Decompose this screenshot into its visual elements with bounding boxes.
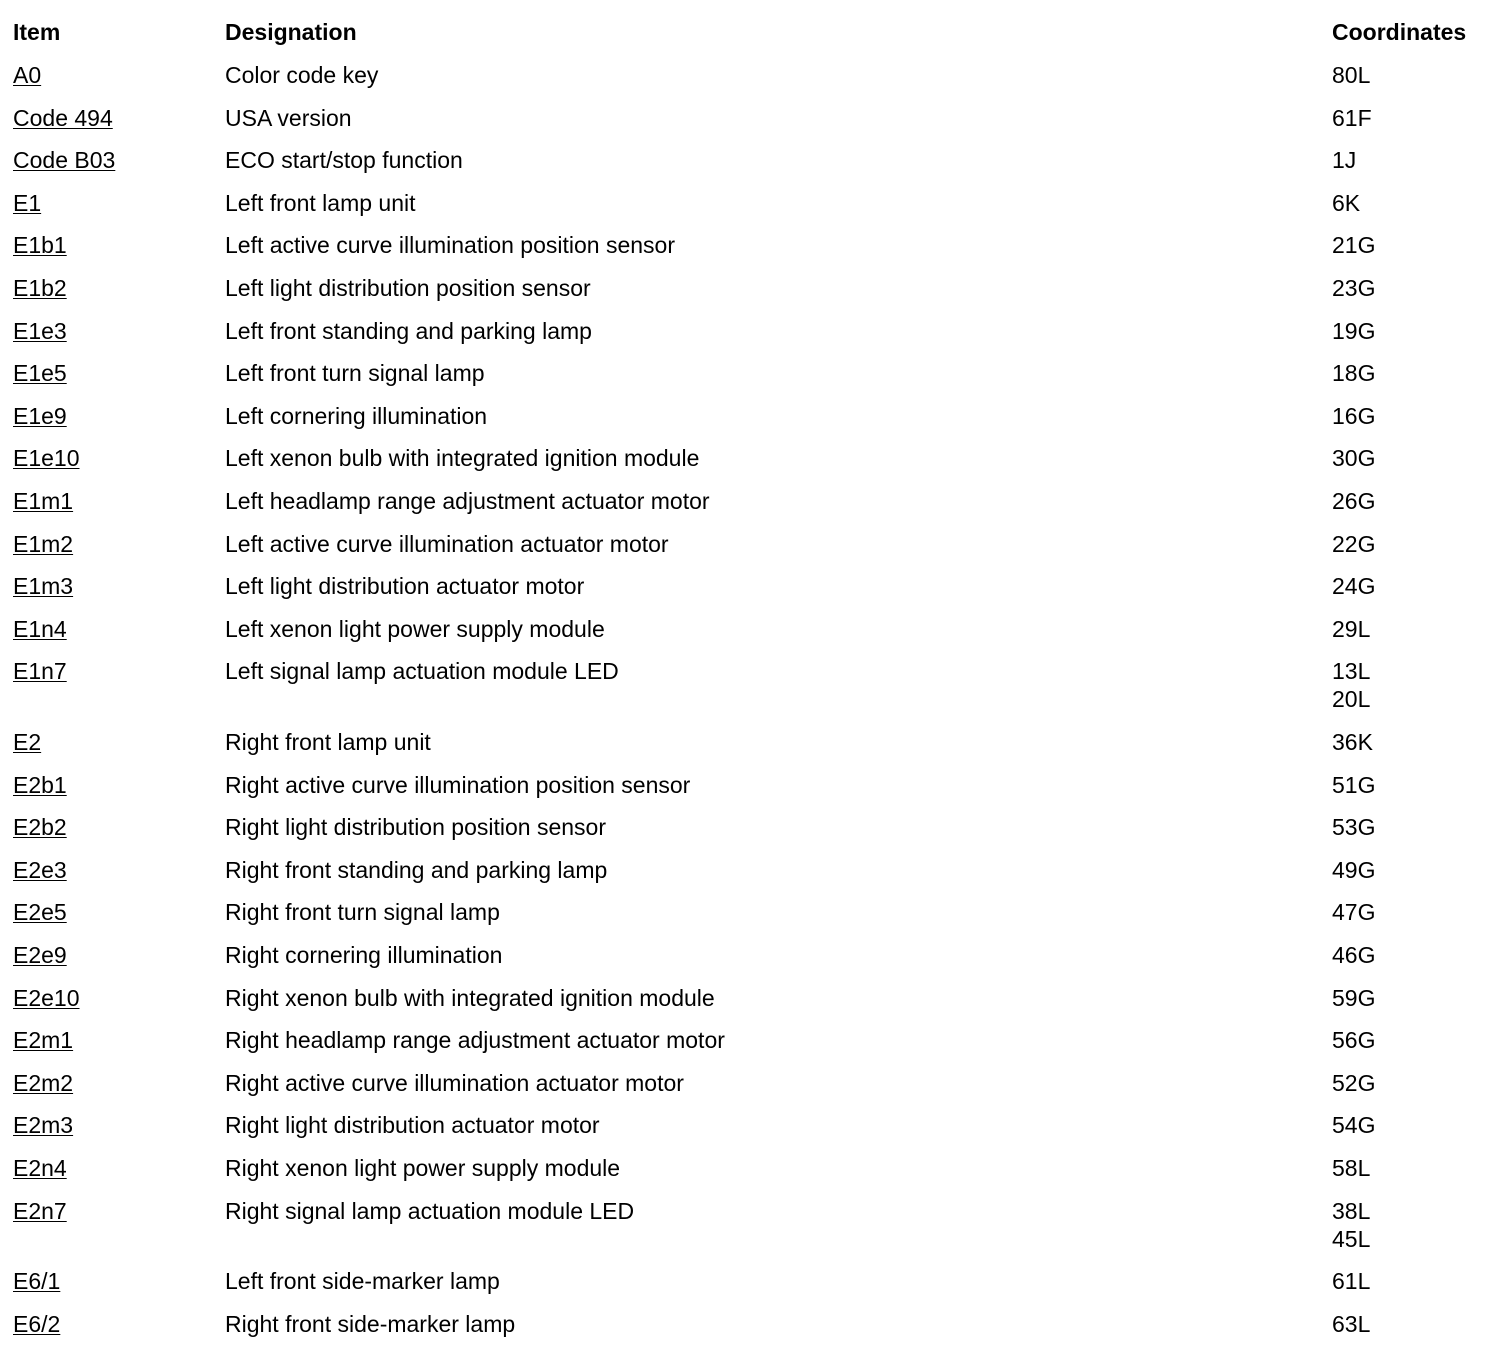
coordinate-value: 58L	[1332, 1155, 1371, 1181]
item-link[interactable]: E2e10	[13, 984, 80, 1011]
designation-cell: Left front turn signal lamp	[225, 360, 485, 387]
designation-cell: Color code key	[225, 62, 379, 88]
coordinates-cell	[1332, 1111, 1375, 1139]
item-link[interactable]: E2m1	[13, 1027, 74, 1054]
coordinate-value: 29L	[1332, 615, 1371, 642]
coordinate-value: 61F	[1332, 104, 1372, 131]
designation-cell: Left xenon bulb with integrated ignition module	[225, 445, 700, 472]
item-link[interactable]: E1e3	[13, 317, 67, 344]
item-link[interactable]: E2b1	[13, 771, 67, 798]
designation-column-header: Designation	[225, 19, 357, 45]
coordinates-cell	[1332, 189, 1360, 217]
coordinate-value: 46G	[1332, 942, 1376, 968]
coordinate-value: 36K	[1332, 729, 1373, 755]
coordinates-cell	[1332, 1310, 1370, 1338]
designation-cell: Right signal lamp actuation module LED	[225, 1197, 635, 1224]
designation-cell: Left light distribution actuator motor	[225, 573, 585, 600]
item-link[interactable]: E1m2	[13, 530, 74, 557]
coordinates-cell	[1332, 728, 1373, 756]
coordinate-value: 52G	[1332, 1069, 1376, 1096]
item-link[interactable]: E2n4	[13, 1155, 67, 1181]
coordinate-value: 49G	[1332, 856, 1376, 883]
coordinates-cell	[1332, 898, 1375, 926]
coordinate-value: 80L	[1332, 62, 1371, 88]
coordinate-value: 22G	[1332, 530, 1376, 557]
item-link[interactable]: E1e9	[13, 402, 67, 429]
coordinates-cell	[1332, 146, 1356, 174]
item-link[interactable]: E2e3	[13, 856, 67, 883]
coordinate-value: 21G	[1332, 232, 1376, 259]
designation-cell: Right light distribution position sensor	[225, 814, 606, 841]
item-link[interactable]: E2e9	[13, 942, 67, 968]
coordinates-cell	[1332, 941, 1375, 969]
coordinate-value: 16G	[1332, 402, 1376, 429]
item-column-header: Item	[13, 19, 61, 45]
designation-cell: Right active curve illumination position sensor	[225, 771, 691, 798]
item-link[interactable]: E1n4	[13, 615, 67, 642]
coordinate-value: 30G	[1332, 445, 1376, 472]
designation-cell: Right xenon light power supply module	[225, 1155, 621, 1181]
item-link[interactable]: E2e5	[13, 899, 67, 926]
coordinate-value: 54G	[1332, 1112, 1376, 1139]
designation-cell: Right headlamp range adjustment actuator motor	[225, 1027, 725, 1054]
item-link[interactable]: E1	[13, 189, 42, 216]
coordinates-cell	[1332, 61, 1370, 89]
coordinate-value: 13L	[1332, 658, 1371, 685]
coordinates-cell	[1332, 231, 1375, 259]
coordinate-value: 38L	[1332, 1197, 1371, 1224]
coordinate-value: 1J	[1332, 147, 1357, 174]
coordinates-cell	[1332, 359, 1375, 387]
item-link[interactable]: Code B03	[13, 147, 116, 174]
coordinate-value: 53G	[1332, 814, 1376, 841]
coordinates-cell	[1332, 1154, 1370, 1182]
item-link[interactable]: E1e10	[13, 445, 80, 472]
designation-cell: Left headlamp range adjustment actuator motor	[225, 488, 710, 514]
coordinates-cell	[1332, 444, 1375, 472]
designation-cell: Right xenon bulb with integrated ignition module	[225, 984, 715, 1011]
coordinate-value: 24G	[1332, 573, 1376, 600]
coordinates-cell	[1332, 530, 1375, 558]
item-link[interactable]: E2m2	[13, 1069, 74, 1096]
designation-cell: Left front standing and parking lamp	[225, 317, 592, 344]
coordinate-value: 56G	[1332, 1027, 1376, 1054]
designation-cell: Left signal lamp actuation module LED	[225, 658, 619, 685]
coordinates-cell	[1332, 1267, 1370, 1295]
coordinate-value: 63L	[1332, 1310, 1371, 1337]
coordinates-cell	[1332, 317, 1375, 345]
coordinate-value: 19G	[1332, 317, 1376, 344]
item-link[interactable]: Code 494	[13, 104, 113, 131]
item-link[interactable]: E2b2	[13, 814, 67, 841]
coordinates-cell	[1332, 572, 1375, 600]
designation-cell: ECO start/stop function	[225, 147, 463, 174]
coordinate-value: 26G	[1332, 488, 1376, 514]
designation-cell: Right front side-marker lamp	[225, 1310, 516, 1337]
designation-cell: Left active curve illumination position sensor	[225, 232, 676, 259]
designation-cell: Right front lamp unit	[225, 729, 431, 755]
designation-cell: Left xenon light power supply module	[225, 615, 605, 642]
coordinate-value: 45L	[1332, 1225, 1371, 1252]
designation-cell: Left front side-marker lamp	[225, 1268, 500, 1295]
item-link[interactable]: A0	[13, 62, 42, 88]
coordinates-cell	[1332, 984, 1375, 1012]
coordinates-cell	[1332, 771, 1375, 799]
designation-cell: Right front standing and parking lamp	[225, 856, 608, 883]
coordinate-value: 59G	[1332, 984, 1376, 1011]
item-link[interactable]: E2m3	[13, 1112, 74, 1139]
designation-cell: Right front turn signal lamp	[225, 899, 500, 926]
coordinates-cell	[1332, 104, 1372, 132]
coordinate-value: 23G	[1332, 275, 1376, 301]
coordinate-value: 51G	[1332, 771, 1376, 798]
designation-cell: Left active curve illumination actuator motor	[225, 530, 669, 557]
coordinates-cell	[1332, 274, 1375, 302]
item-link[interactable]: E1e5	[13, 360, 67, 387]
coordinate-value: 47G	[1332, 899, 1376, 926]
item-link[interactable]: E1m1	[13, 488, 74, 514]
designation-cell: Right cornering illumination	[225, 942, 503, 968]
coordinate-value: 20L	[1332, 686, 1371, 713]
item-link[interactable]: E6/1	[13, 1268, 61, 1295]
designation-cell: Left cornering illumination	[225, 402, 488, 429]
coordinates-cell	[1332, 487, 1375, 515]
designation-cell: Right active curve illumination actuator motor	[225, 1069, 684, 1096]
coordinates-cell	[1332, 856, 1375, 884]
coordinate-value: 61L	[1332, 1268, 1371, 1295]
coordinates-column-header: Coordinates	[1332, 19, 1467, 45]
coordinate-value: 18G	[1332, 360, 1376, 387]
item-link[interactable]: E1b2	[13, 275, 67, 301]
coordinates-cell	[1332, 1197, 1370, 1253]
coordinates-cell	[1332, 615, 1370, 643]
designation-cell: Left light distribution position sensor	[225, 275, 591, 301]
coordinates-cell	[1332, 1026, 1375, 1054]
designation-cell: USA version	[225, 104, 352, 131]
coordinates-cell	[1332, 1069, 1375, 1097]
item-link[interactable]: E1m3	[13, 573, 74, 600]
designation-cell: Left front lamp unit	[225, 189, 416, 216]
coordinate-value: 6K	[1332, 189, 1361, 216]
coordinates-cell	[1332, 813, 1375, 841]
designation-cell: Right light distribution actuator motor	[225, 1112, 600, 1139]
item-link[interactable]: E2	[13, 729, 42, 755]
item-link[interactable]: E1b1	[13, 232, 67, 259]
item-link[interactable]: E1n7	[13, 658, 67, 685]
coordinates-cell	[1332, 402, 1375, 430]
coordinates-cell	[1332, 657, 1370, 713]
item-link[interactable]: E2n7	[13, 1197, 67, 1224]
item-link[interactable]: E6/2	[13, 1310, 61, 1337]
